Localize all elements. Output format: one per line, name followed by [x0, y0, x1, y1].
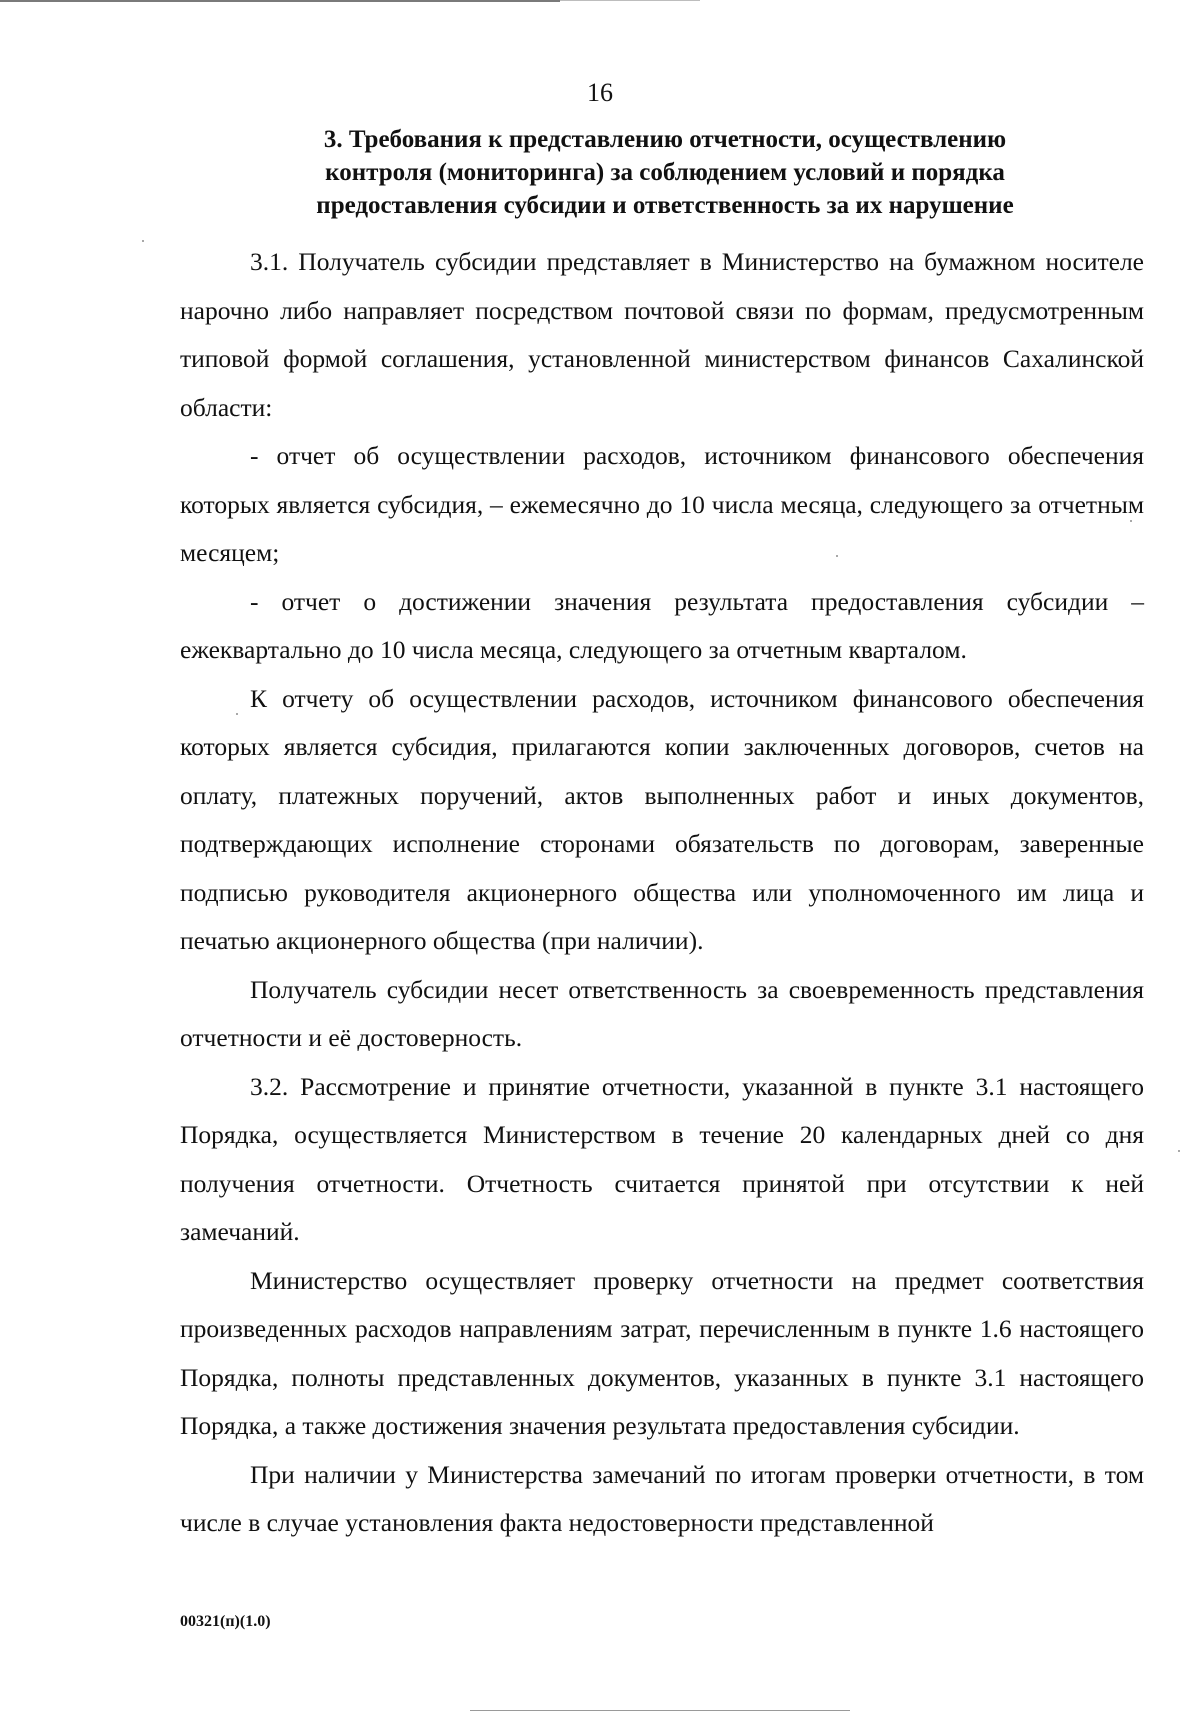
section-title-line: 3. Требования к представлению отчетности, осуществлению: [323, 126, 1007, 153]
section-title-line: контроля (мониторинга) за соблюдением условий и порядка: [325, 159, 1005, 186]
section-title: [180, 123, 1150, 222]
scan-speck: [1130, 520, 1132, 522]
paragraph-verification: Министерство осуществляет проверку отчетности на предмет соответствия произведенных расходов направлениям затрат, перечисленным в пункте 1.6 настоящего Порядка, полноты представленных документов, указанных в пункте 3.1 настоящего Порядка, а также достижения значения результата предоставления субсидии.: [180, 1265, 1144, 1440]
paragraph-expense-report: - отчет об осуществлении расходов, источником финансового обеспечения которых является субсидия, – ежемесячно до 10 числа месяца, следующего за отчетным месяцем;: [180, 441, 1144, 567]
scan-speck: [1178, 1150, 1180, 1152]
paragraph-responsibility: Получатель субсидии несет ответственность за своевременность представления отчетности и её достоверность.: [180, 974, 1144, 1052]
section-title-line: предоставления субсидии и ответственность за их нарушение: [316, 192, 1014, 219]
scan-edge-top-faint: [560, 0, 700, 1]
page-number: 16: [587, 78, 613, 107]
paragraph-attachments: К отчету об осуществлении расходов, источником финансового обеспечения которых является субсидия, прилагаются копии заключенных договоров, счетов на оплату, платежных поручений, актов выполненных работ и иных документов, подтверждающих исполнение сторонами обязательств по договорам, заверенные подписью руководителя акционерного общества или уполномоченного им лица и печатью акционерного общества (при наличии).: [180, 683, 1144, 955]
paragraph-3-1: 3.1. Получатель субсидии представляет в Министерство на бумажном носителе нарочно либо направляет посредством почтовой связи по формам, предусмотренным типовой формой соглашения, установленной министерством финансов Сахалинской области:: [180, 247, 1144, 422]
scan-edge-bottom: [470, 1710, 850, 1711]
scan-speck: [236, 713, 238, 715]
paragraph-result-report: - отчет о достижении значения результата предоставления субсидии – ежеквартально до 10 числа месяца, следующего за отчетным кварталом.: [180, 586, 1144, 664]
scan-speck: [142, 240, 144, 242]
scan-speck: [836, 555, 838, 557]
document-body: [180, 238, 1144, 1548]
scan-edge-top: [0, 0, 560, 2]
paragraph-3-2: 3.2. Рассмотрение и принятие отчетности, указанной в пункте 3.1 настоящего Порядка, осуществляется Министерством в течение 20 календарных дней со дня получения отчетности. Отчетность считается принятой при отсутствии к ней замечаний.: [180, 1071, 1144, 1246]
footer-document-code: 00321(п)(1.0): [180, 1613, 271, 1630]
paragraph-remarks: При наличии у Министерства замечаний по итогам проверки отчетности, в том числе в случае установления факта недостоверности представленной: [180, 1459, 1144, 1537]
